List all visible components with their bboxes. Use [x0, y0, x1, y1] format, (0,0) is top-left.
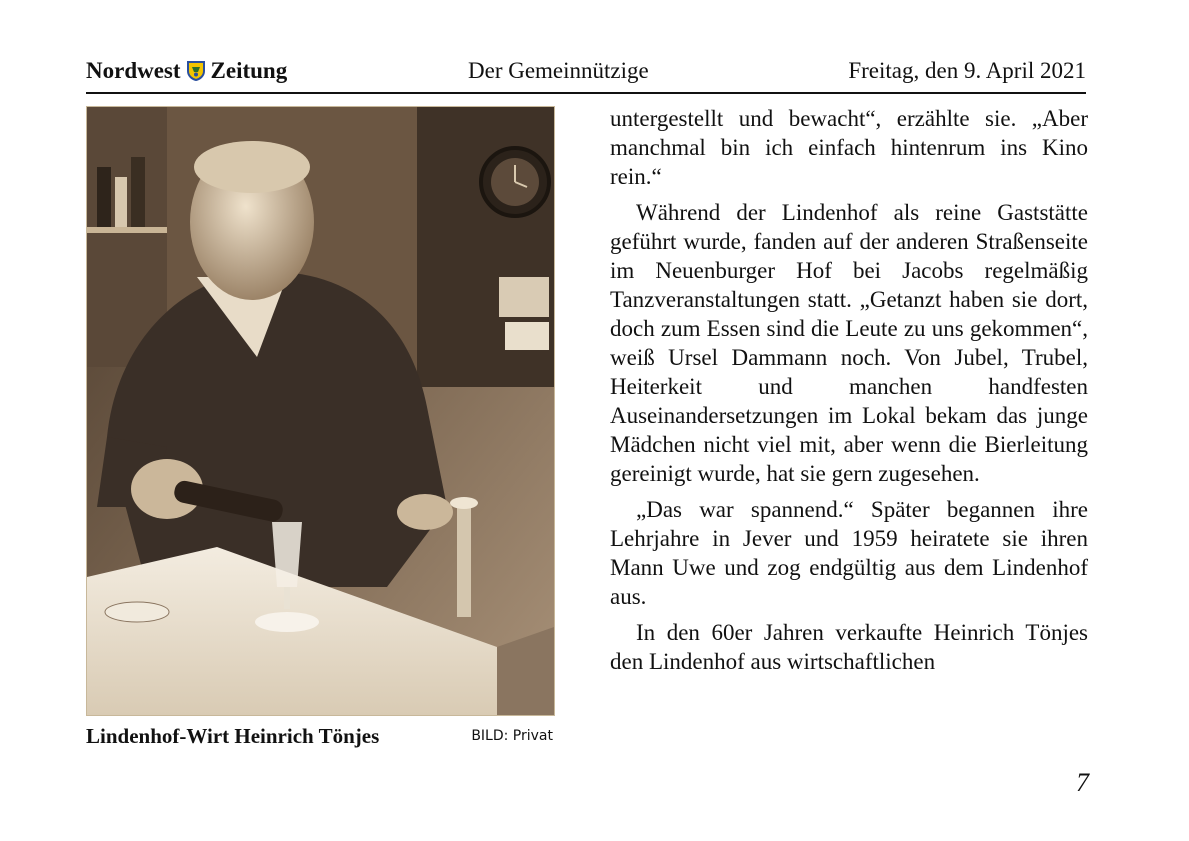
- photo-credit: BILD: Privat: [471, 728, 553, 744]
- coat-of-arms-icon: [187, 61, 205, 81]
- section-title: Der Gemeinnützige: [468, 58, 649, 83]
- article-column: [610, 104, 1088, 683]
- issue-date: Freitag, den 9. April 2021: [848, 58, 1086, 83]
- masthead-word-left: Nordwest: [86, 58, 181, 83]
- newspaper-masthead: [86, 58, 287, 84]
- page-header: [86, 56, 1086, 94]
- article-paragraph: In den 60er Jahren verkaufte Heinrich Tönjes den Lindenhof aus wirtschaftlichen: [610, 620, 1088, 674]
- photo-caption: Lindenhof-Wirt Heinrich Tönjes: [86, 724, 380, 748]
- article-paragraph: „Das war spannend.“ Später begannen ihre Lehrjahre in Jever und 1959 heiratete sie ihren Mann Uwe und zog endgültig aus dem Lindenhof aus.: [610, 497, 1088, 609]
- page-number: 7: [1076, 768, 1089, 797]
- masthead-word-right: Zeitung: [210, 58, 288, 83]
- article-photo: [86, 106, 555, 716]
- article-paragraph: untergestellt und bewacht“, erzählte sie. „Aber manchmal bin ich einfach hintenrum ins Kino rein.“: [610, 106, 1088, 189]
- article-paragraph: Während der Lindenhof als reine Gaststätte geführt wurde, fanden auf der anderen Straßenseite im Neuenburger Hof bei Jacobs regelmäßig Tanzveranstaltungen statt. „Getanzt haben sie dort, doch zum Essen sind die Leute zu uns gekommen“, weiß Ursel Dammann noch. Von Jubel, Trubel, Heiterkeit und manchen handfesten Auseinandersetzungen im Lokal bekam das junge Mädchen nicht viel mit, aber wenn die Bierleitung gereinigt wurde, hat sie gern zugesehen.: [610, 200, 1088, 486]
